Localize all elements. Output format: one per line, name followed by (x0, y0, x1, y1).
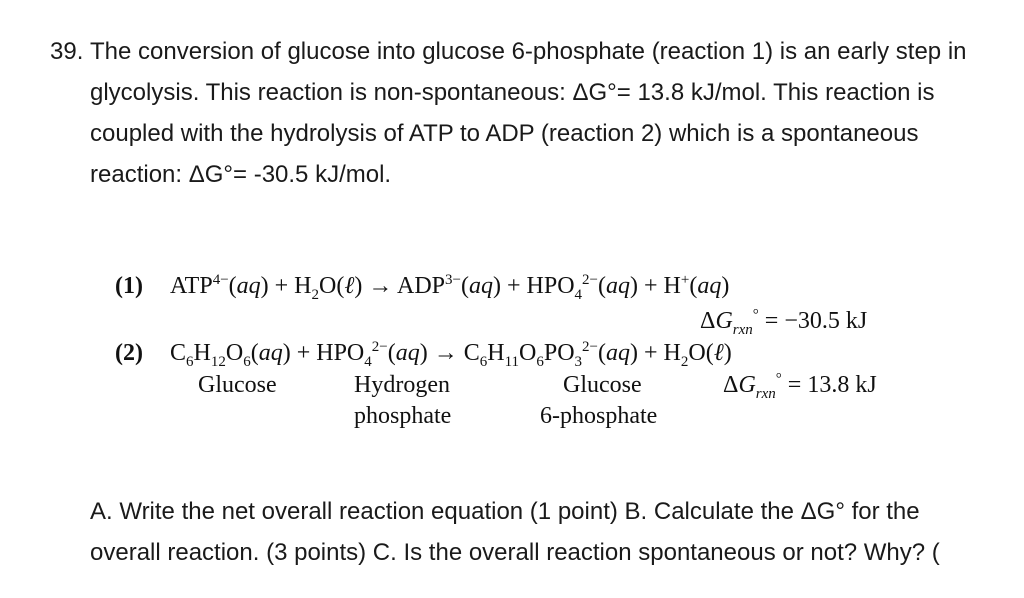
question-line: glycolysis. This reaction is non-spontaneous: ΔG°= 13.8 kJ/mol. This reaction is (90, 79, 935, 106)
glucose-label: Glucose (198, 372, 277, 398)
task-line: A. Write the net overall reaction equation (1 point) B. Calculate the ΔG° for the (90, 498, 920, 525)
question-line: coupled with the hydrolysis of ATP to ADP (reaction 2) which is a spontaneous (90, 120, 919, 147)
glucose-product-label: Glucose (563, 372, 642, 398)
reaction-2-delta-g: $\Delta G_{rxn}^\circ = 13.8$ kJ (723, 371, 877, 402)
reaction-1-label: (1) (115, 273, 143, 299)
phosphate-label: phosphate (354, 403, 452, 429)
question-line: reaction: ΔG°= -30.5 kJ/mol. (90, 161, 392, 188)
reaction-1-delta-g: $\Delta G_{rxn}^\circ = -30.5$ kJ (700, 307, 868, 338)
reaction-2-equation: $C_6H_{12}O_6(aq) + HPO_4^{2-}(aq) \to C_6H_{11}O_6PO_3^{2-}(aq)$ + $H_2O(\ell)$ (170, 339, 732, 370)
reaction-1-equation: $ATP^{4-}(aq)$ + $H_2O(\ell) \to ADP^{3-}(aq) + HPO_4^{2-}(aq) + H^+(aq)$ (170, 272, 730, 303)
question-line: The conversion of glucose into glucose 6-phosphate (reaction 1) is an early step in (90, 38, 967, 65)
task-line: overall reaction. (3 points) C. Is the overall reaction spontaneous or not? Why? ( (90, 539, 940, 566)
six-phosphate-label: 6-phosphate (540, 403, 658, 429)
question-number: 39. (50, 38, 84, 65)
reaction-1-delta-g-value: = −30.5 kJ (764, 308, 868, 334)
reaction-2-delta-g-value: = 13.8 kJ (787, 372, 877, 398)
hydrogen-label: Hydrogen (354, 372, 450, 398)
reaction-2-label: (2) (115, 340, 143, 366)
